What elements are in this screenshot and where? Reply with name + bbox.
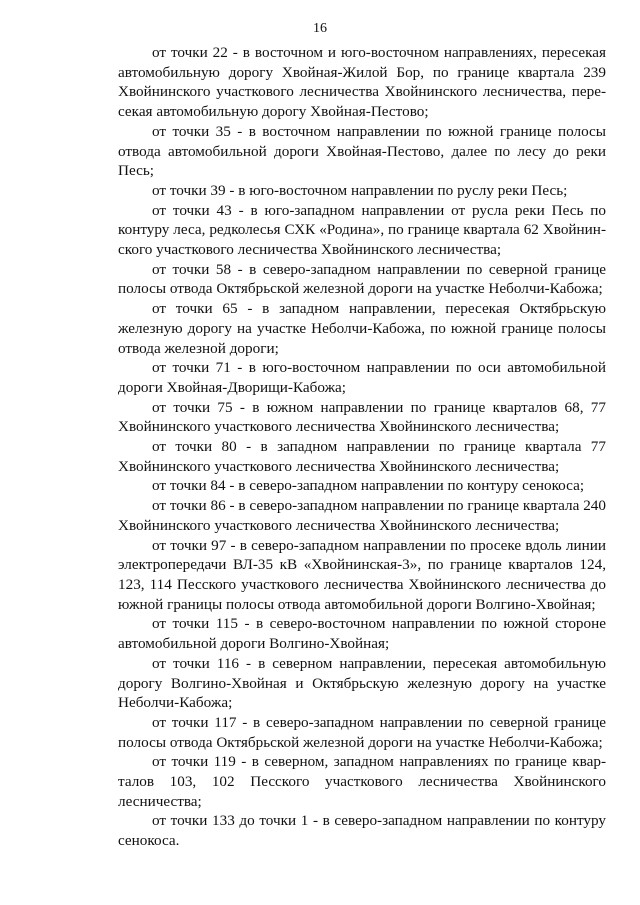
paragraph-point-39: от точки 39 - в юго-восточном направлении по руслу реки Песь; (152, 181, 568, 199)
paragraph-point-115: от точки 115 - в северо-восточном направлении по южной стороне автомобильной дороги Волгино-Хвойная; (118, 615, 606, 653)
page-number: 16 (313, 21, 327, 36)
paragraph-point-65: от точки 65 - в западном направлении, пересекая Октябрьскую железную дорогу на участке Неболчи-Кабожа, по южной границе полосы отвода железной дороги; (118, 300, 606, 357)
paragraph-point-97: от точки 97 - в северо-западном направлении по просеке вдоль линии электропередачи ВЛ-35 кВ «Хвойнинская-3», по границе кварталов 124, 123, 114 Песского участкового лесничества Хвойнинского лесничества до южной границы полосы отвода автомобильной дороги Волгино-Хвойная; (118, 536, 606, 613)
document-body (118, 43, 606, 851)
paragraph-point-43: от точки 43 - в юго-западном направлении от русла реки Песь по контуру леса, редколесья СХК «Родина», по границе квартала 62 Хвойнинского участкового лесничества Хвойнинского лесничества; (118, 201, 606, 259)
paragraph-point-80: от точки 80 - в западном направлении по границе квартала 77 Хвойнинского участкового лесничества Хвойнинского лесничества; (118, 438, 606, 475)
paragraph-point-133: от точки 133 до точки 1 - в северо-западном направлении по контуру сенокоса. (118, 812, 606, 850)
paragraph-point-84: от точки 84 - в северо-западном направлении по контуру сенокоса; (152, 477, 585, 495)
paragraph-point-86: от точки 86 - в северо-западном направлении по границе квартала 240 Хвойнинского участкового лесничества Хвойнинского лесничества; (118, 497, 606, 534)
paragraph-point-117: от точки 117 - в северо-западном направлении по северной границе полосы отвода Октябрьской железной дороги на участке Неболчи-Кабожа; (118, 713, 606, 751)
paragraph-point-35: от точки 35 - в восточном направлении по южной границе полосы отвода автомобильной дороги Хвойная-Пестово, далее по лесу до реки Песь; (118, 122, 606, 180)
paragraph-point-119: от точки 119 - в северном, западном направлениях по границе кварталов 103, 102 Песского участкового лесничества Хвойнинского лесничества; (118, 753, 606, 810)
paragraph-point-71: от точки 71 - в юго-восточном направлении по оси автомобильной дороги Хвойная-Дворищи-Кабожа; (118, 359, 606, 396)
paragraph-point-75: от точки 75 - в южном направлении по границе кварталов 68, 77 Хвойнинского участкового лесничества Хвойнинского лесничества; (118, 398, 606, 436)
paragraph-point-22: от точки 22 - в восточном и юго-восточном направлениях, пересекая автомобильную дорогу Хвойная-Жилой Бор, по границе квартала 239 Хвойнинского участкового лесничества Хвойнинского лесничества, пересекая автомобильную дорогу Хвойная-Пестово; (118, 44, 606, 121)
paragraph-point-116: от точки 116 - в северном направлении, пересекая автомобильную дорогу Волгино-Хвойная и Октябрьскую железную дорогу на участке Неболчи-Кабожа; (118, 654, 606, 712)
paragraph-point-58: от точки 58 - в северо-западном направлении по северной границе полосы отвода Октябрьской железной дороги на участке Неболчи-Кабожа; (118, 260, 606, 298)
